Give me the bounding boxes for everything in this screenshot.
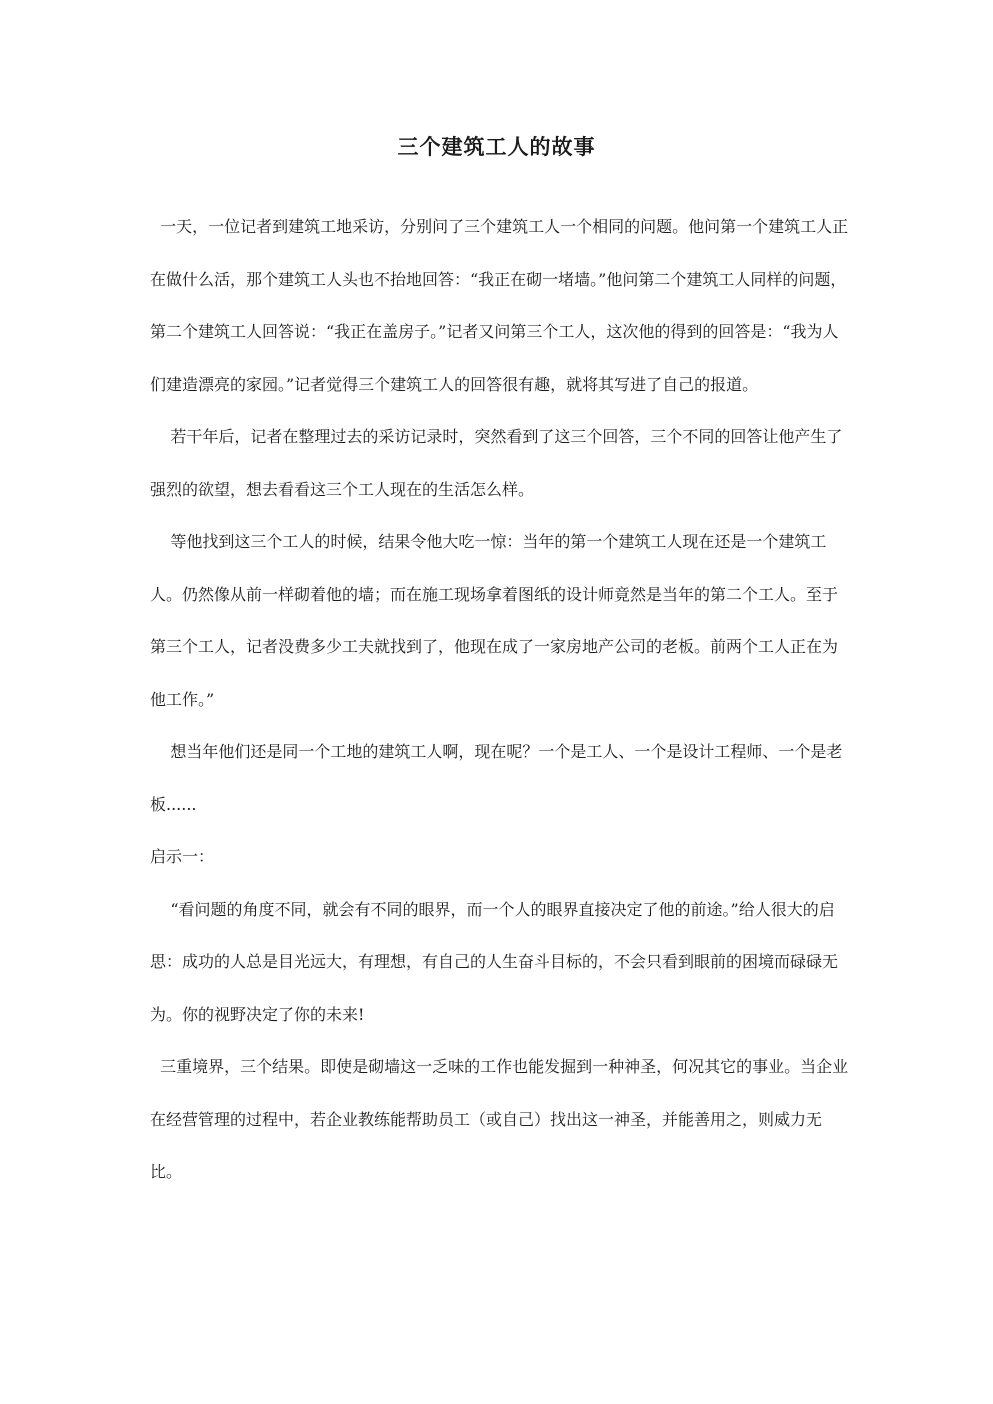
document-body [150, 201, 850, 1199]
paragraph-outcome: 等他找到这三个工人的时候，结果令他大吃一惊：当年的第一个建筑工人现在还是一个建筑工人。仍然像从前一样砌着他的墙；而在施工现场拿着图纸的设计师竟然是当年的第二个工人。至于第三个工人，记者没费多少工夫就找到了，他现在成了一家房地产公司的老板。前两个工人正在为他工作。” [150, 532, 839, 709]
document-title: 三个建筑工人的故事 [397, 134, 596, 159]
paragraph-three-realms: 三重境界，三个结果。即使是砌墙这一乏味的工作也能发掘到一种神圣，何况其它的事业。当企业在经营管理的过程中，若企业教练能帮助员工（或自己）找出这一神圣，并能善用之，则威力无比。 [150, 1057, 849, 1181]
paragraph-reporter-interview: 一天，一位记者到建筑工地采访，分别问了三个建筑工人一个相同的问题。他问第一个建筑工人正在做什么活，那个建筑工人头也不抬地回答：“我正在砌一堵墙。”他问第二个建筑工人同样的问题，第二个建筑工人回答说：“我正在盖房子。”记者又问第三个工人，这次他的得到的回答是：“我为人们建造漂亮的家园。”记者觉得三个建筑工人的回答很有趣，就将其写进了自己的报道。 [150, 217, 849, 394]
paragraph-reflection: 想当年他们还是同一个工地的建筑工人啊，现在呢？一个是工人、一个是设计工程师、一个是老板...... [150, 742, 843, 814]
paragraph-insight-quote: “看问题的角度不同，就会有不同的眼界，而一个人的眼界直接决定了他的前途。”给人很大的启思：成功的人总是目光远大，有理想，有自己的人生奋斗目标的，不会只看到眼前的困境而碌碌无为。你的视野决定了你的未来! [150, 899, 839, 1024]
section-heading-insight: 启示一： [150, 847, 215, 866]
paragraph-years-later: 若干年后，记者在整理过去的采访记录时，突然看到了这三个回答，三个不同的回答让他产生了强烈的欲望，想去看看这三个工人现在的生活怎么样。 [150, 427, 843, 499]
